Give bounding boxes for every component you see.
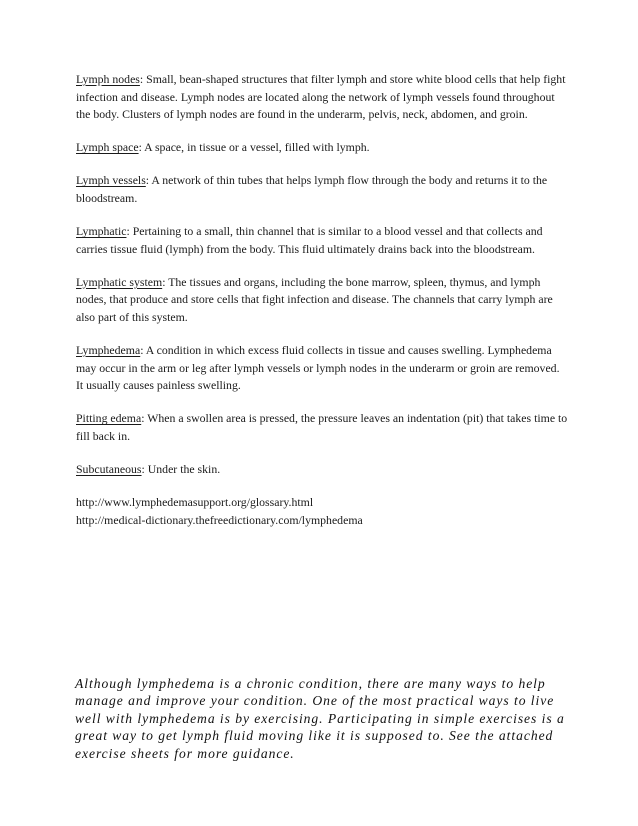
glossary-entry-lymph-nodes (76, 71, 568, 124)
glossary-term: Pitting edema (76, 411, 142, 426)
glossary-entry-pitting-edema (76, 410, 568, 445)
glossary-definition: : When a swollen area is pressed, the pressure leaves an indentation (pit) that takes time to fill back in. (76, 411, 568, 443)
glossary-entry-lymphatic (76, 223, 568, 258)
glossary-term: Lymphatic system (76, 274, 163, 289)
glossary-definition: : The tissues and organs, including the bone marrow, spleen, thymus, and lymph nodes, that produce and store cells that fight infection and disease. The channels that carry lymph are also part of this system. (76, 274, 553, 324)
glossary-definition: : Under the skin. (141, 462, 221, 476)
glossary-definition: : A condition in which excess fluid collects in tissue and causes swelling. Lymphedema may occur in the arm or leg after lymph vessels or lymph nodes in the underarm or groin are removed. It usually causes painless swelling. (76, 343, 560, 393)
glossary-entry-subcutaneous (76, 461, 568, 479)
source-link[interactable]: http://medical-dictionary.thefreedictionary.com/lymphedema (76, 512, 363, 527)
glossary-entry-lymphatic-system (76, 274, 568, 327)
source-link[interactable]: http://www.lymphedemasupport.org/glossary.html (76, 495, 314, 510)
glossary-definition: : Small, bean-shaped structures that filter lymph and store white blood cells that help fight infection and disease. Lymph nodes are located along the network of lymph vessels found throughout the body. Clusters of lymph nodes are found in the underarm, pelvis, neck, abdomen, and groin. (76, 72, 566, 122)
glossary-definition: : A network of thin tubes that helps lymph flow through the body and returns it to the bloodstream. (76, 173, 548, 205)
glossary-definition: : A space, in tissue or a vessel, filled with lymph. (138, 140, 370, 155)
glossary-entry-lymph-vessels (76, 172, 568, 207)
glossary-term: Lymphatic (76, 224, 127, 239)
glossary-definition: : Pertaining to a small, thin channel that is similar to a blood vessel and that collects and carries tissue fluid (lymph) from the body. This fluid ultimately drains back into the bloodstream. (76, 224, 543, 256)
glossary-term: Lymphedema (76, 343, 141, 358)
glossary-entry-lymph-space (76, 139, 568, 157)
source-links (76, 494, 568, 529)
glossary-entry-lymphedema (76, 342, 568, 395)
exercise-note: Although lymphedema is a chronic condition, there are many ways to help manage and improve your condition. One of the most practical ways to live well with lymphedema is by exercising. Participating in simple exercises is a great way to get lymph fluid moving like it is supposed to. See the attached exercise sheets for more guidance. (75, 675, 565, 761)
glossary-term: Lymph space (76, 140, 139, 155)
glossary-page (76, 71, 568, 529)
glossary-term: Lymph nodes (76, 72, 140, 86)
glossary-term: Lymph vessels (76, 173, 146, 188)
glossary-term: Subcutaneous (76, 462, 142, 476)
